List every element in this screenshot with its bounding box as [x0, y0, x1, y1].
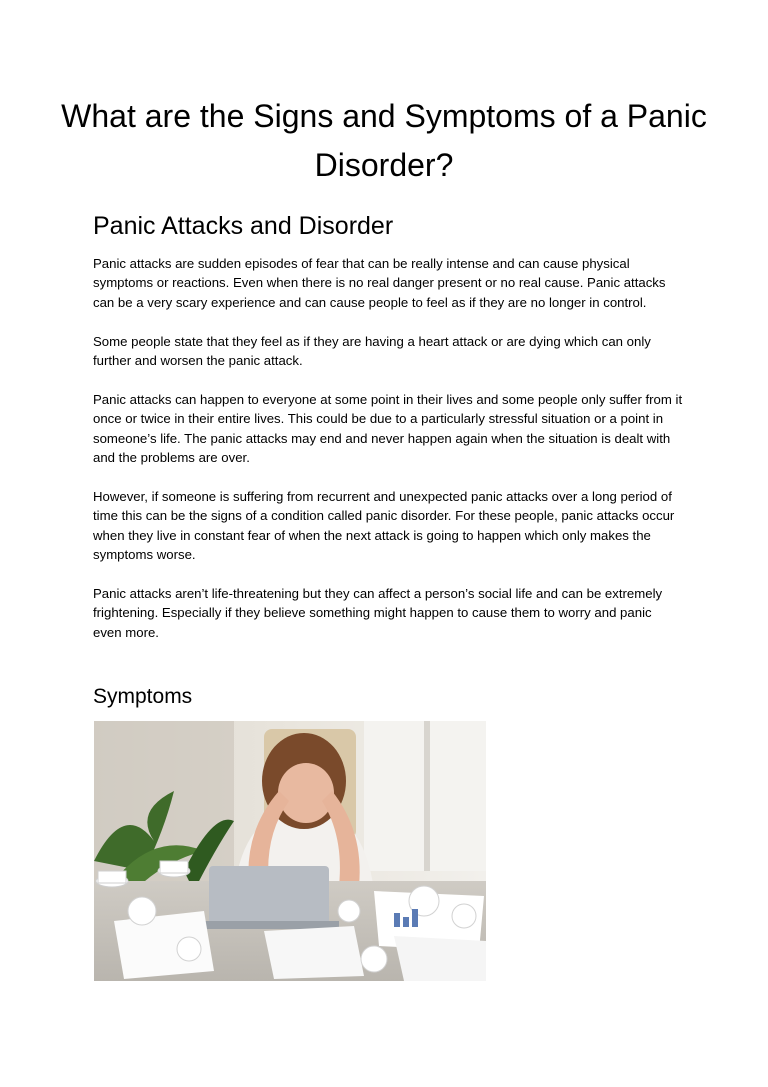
page-title: What are the Signs and Symptoms of a Panic Disorder?: [61, 98, 707, 183]
paragraph: Some people state that they feel as if they are having a heart attack or are dying which can only further and worsen the panic attack.: [93, 333, 651, 369]
section-heading-panic-attacks: Panic Attacks and Disorder: [93, 212, 394, 240]
paragraph: However, if someone is suffering from recurrent and unexpected panic attacks over a long period of time this can be the signs of a condition called panic disorder. For these people, panic attacks occur when they live in constant fear of when the next attack is going to happen which only makes the symptoms worse.: [93, 488, 675, 563]
stressed-woman-photo: [94, 721, 486, 981]
paragraph: Panic attacks are sudden episodes of fear that can be really intense and can cause physical symptoms or reactions. Even when there is no real danger present or no real cause. Panic attacks can be a very scary experience and can cause people to feel as if they are no longer in control.: [93, 256, 666, 310]
section-heading-symptoms: Symptoms: [93, 685, 193, 708]
paragraph: Panic attacks aren’t life-threatening but they can affect a person’s social life and can be extremely frightening. Especially if they believe something might happen to cause them to worry and panic even more.: [93, 585, 663, 640]
section-body-panic-attacks: [93, 254, 683, 661]
paragraph: Panic attacks can happen to everyone at some point in their lives and some people only suffer from it once or twice in their entire lives. This could be due to a particularly stressful situation or a point in someone’s life. The panic attacks may end and never happen again when the situation is dealt with and the problems are over.: [93, 391, 683, 466]
